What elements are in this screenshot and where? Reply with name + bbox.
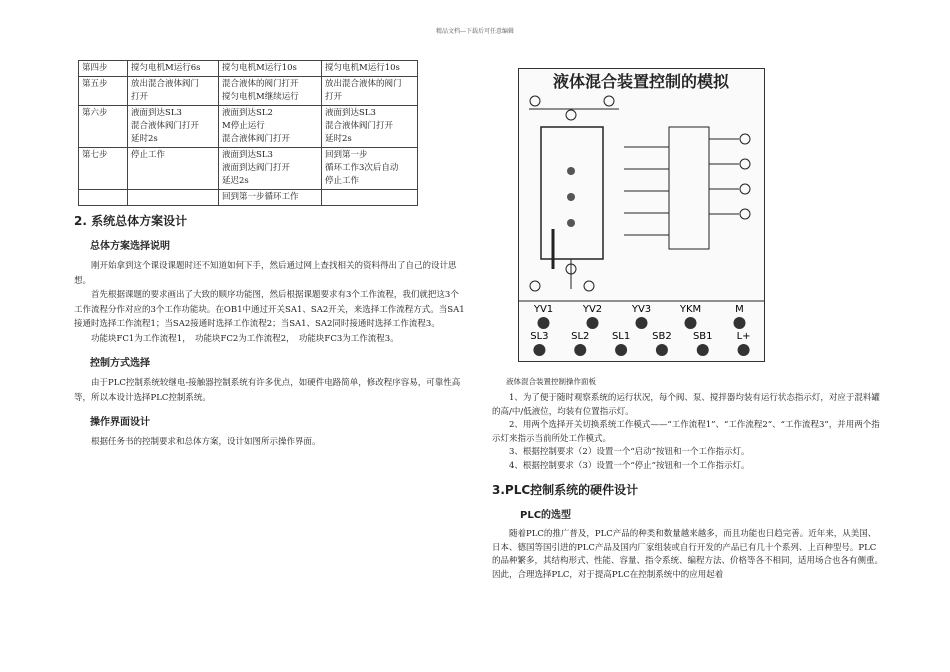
table-cell	[128, 106, 219, 148]
panel-button[interactable]	[574, 344, 586, 356]
panel-button-label: SL3	[530, 331, 549, 342]
cell-line: 液面到达SL3	[222, 150, 273, 160]
subsection-plc-selection: PLC的选型	[520, 510, 572, 521]
paragraph-3: 功能块FC1为工作流程1， 功能块FC2为工作流程2， 功能块FC3为工作流程3。	[91, 333, 399, 344]
panel-drawing	[519, 69, 764, 361]
right-paragraph-5: 随着PLC的推广普及，PLC产品的种类和数量越来越多，而且功能也日趋完善。近年来，从美国、日本、德国等国引进的PLC产品及国内厂家组装或自行开发的产品已有几十个系列、上百种型号。PLC的品种繁多，其结构形式、性能、容量、指令系统、编程方法、价格等各不相同，适用场合也各有侧重。因此，合理选择PLC，对于提高PLC在控制系统中的应用起着	[492, 529, 884, 580]
table-cell	[79, 148, 128, 190]
subsection-overall-plan: 总体方案选择说明	[90, 241, 170, 252]
yv3-lamp-icon	[584, 281, 594, 291]
table-row	[79, 77, 418, 106]
panel-button-label: YV2	[582, 304, 603, 315]
table-cell	[79, 77, 128, 106]
cell-line	[325, 191, 414, 204]
panel-button[interactable]	[587, 317, 599, 329]
cell-line: 回到第一步循环工作	[222, 192, 299, 202]
panel-button-label: M	[735, 304, 744, 315]
cell-line: 液面到达SL3	[325, 108, 376, 118]
output-lamp-icon	[740, 209, 750, 219]
cell-line: 混合液体阀门打开	[222, 134, 291, 144]
cell-line: 放出混合液体阀门	[131, 79, 200, 89]
output-lamp-icon	[740, 134, 750, 144]
panel-button-label: YV3	[631, 304, 652, 315]
subsection-control-mode: 控制方式选择	[90, 358, 150, 369]
table-cell	[219, 77, 322, 106]
cell-line: 停止工作	[325, 176, 360, 186]
panel-button[interactable]	[734, 317, 746, 329]
table-row	[79, 106, 418, 148]
table-cell	[322, 190, 418, 206]
cell-line: 第五步	[82, 79, 108, 89]
figure-caption: 液体混合装置控制操作面板	[506, 377, 596, 386]
table-row	[79, 148, 418, 190]
cell-line: 液面到达SL2	[222, 108, 273, 118]
panel-button-label: L+	[736, 331, 751, 342]
cell-line: 放出混合液体的阀门	[325, 79, 402, 89]
paragraph-5: 根据任务书的控制要求和总体方案，设计如图所示操作界面。	[91, 437, 321, 447]
cell-line: 第七步	[82, 150, 108, 160]
tank	[541, 127, 603, 259]
cell-line: 搅匀电机M运行10s	[325, 63, 400, 73]
table-cell	[79, 106, 128, 148]
yv1-lamp-icon	[604, 96, 614, 106]
subsection-ui-design: 操作界面设计	[90, 417, 150, 428]
cell-line: 搅匀电机M运行6s	[131, 63, 201, 73]
panel-button[interactable]	[738, 344, 750, 356]
level-sensor-sl1-icon	[567, 219, 575, 227]
steps-table	[78, 60, 418, 206]
cell-line: 回到第一步	[325, 150, 368, 160]
valve-icon	[566, 110, 576, 120]
panel-button-label: SL2	[571, 331, 590, 342]
page-header: 精品文档---下载后可任意编辑	[435, 28, 515, 35]
right-paragraph-2: 2、用两个选择开关切换系统工作模式——“工作流程1”、“工作流程2”、“工作流程3”，并用两个指示灯来指示当前所处工作模式。	[492, 420, 880, 444]
panel-button-label: SB1	[692, 331, 713, 342]
right-paragraph-4: 4、根据控制要求（3）设置一个“停止”按钮和一个工作指示灯。	[509, 460, 750, 471]
paragraph-2: 首先根据课题的要求画出了大致的顺序功能图，然后根据课题要求有3个工作流程，我们就把这3个工作流程分作对应的3个工作功能块。在OB1中通过开关SA1、SA2开关，来选择工作流程方式。当SA1接通时选择工作流程1；当SA2接通时选择工作流程2；当SA1、SA2同时接通时选择工作流程3。	[74, 290, 465, 329]
cell-line: M停止运行	[222, 121, 265, 131]
right-paragraph-3: 3、根据控制要求（2）设置一个“启动”按钮和一个工作指示灯。	[509, 447, 750, 457]
panel-button[interactable]	[533, 344, 545, 356]
table-cell	[322, 77, 418, 106]
right-column	[492, 392, 884, 582]
panel-button[interactable]	[656, 344, 668, 356]
cell-line: 混合液体阀门打开	[131, 121, 200, 131]
paragraph-4: 由于PLC控制系统较继电-接触器控制系统有许多优点，如硬件电路简单，修改程序容易，可靠性高等，所以本设计选择PLC控制系统。	[74, 378, 461, 403]
cell-line: 循环工作3次后自动	[325, 163, 399, 173]
yv2-lamp-icon	[530, 96, 540, 106]
cell-line: 打开	[325, 92, 343, 102]
table-cell	[219, 106, 322, 148]
table-cell	[219, 61, 322, 77]
cell-line: 混合液体的阀门打开	[222, 79, 299, 89]
control-panel-figure	[518, 68, 765, 362]
panel-button-label: YV1	[533, 304, 554, 315]
cell-line: 搅匀电机M继续运行	[222, 92, 299, 102]
panel-button[interactable]	[685, 317, 697, 329]
left-column	[74, 60, 466, 450]
panel-button[interactable]	[697, 344, 709, 356]
level-sensor-sl2-icon	[567, 193, 575, 201]
panel-button-label: YKM	[679, 304, 702, 315]
cell-line: 液面到达阀门打开	[222, 163, 291, 173]
cell-line: 打开	[131, 92, 149, 102]
cell-line	[131, 191, 215, 204]
cell-line: 第四步	[82, 63, 108, 73]
table-cell	[322, 148, 418, 190]
right-paragraph-1: 1、为了便于随时观察系统的运行状况，每个阀、泵、搅拌器均装有运行状态指示灯，对应于混料罐的高/中/低液位，均装有位置指示灯。	[492, 393, 880, 417]
cell-line: 延时2s	[325, 134, 352, 144]
level-sensor-sl3-icon	[567, 167, 575, 175]
output-lamp-icon	[740, 159, 750, 169]
cell-line: 延时2s	[131, 134, 158, 144]
table-cell	[322, 61, 418, 77]
section-2-title: 2. 系统总体方案设计	[74, 214, 188, 228]
plc-block	[669, 127, 709, 249]
cell-line: 搅匀电机M运行10s	[222, 63, 297, 73]
table-cell	[128, 77, 219, 106]
button-row-1	[533, 304, 746, 329]
panel-title: 液体混合装置控制的模拟	[552, 72, 730, 91]
panel-button-label: SL1	[611, 331, 631, 342]
table-cell	[128, 61, 219, 77]
table-cell	[79, 61, 128, 77]
table-cell	[128, 190, 219, 206]
button-row-2	[530, 331, 750, 356]
table-row	[79, 61, 418, 77]
panel-button[interactable]	[636, 317, 648, 329]
cell-line	[82, 191, 124, 204]
panel-button-label: SB2	[652, 331, 672, 342]
table-cell	[219, 148, 322, 190]
table-cell	[219, 190, 322, 206]
ykm-lamp-icon	[530, 281, 540, 291]
table-row	[79, 190, 418, 206]
panel-button[interactable]	[615, 344, 627, 356]
cell-line: 第六步	[82, 108, 108, 118]
paragraph-1: 刚开始拿到这个课设课题时还不知道如何下手，然后通过网上查找相关的资料得出了自己的设计思想。	[74, 261, 457, 286]
section-3-title: 3.PLC控制系统的硬件设计	[492, 483, 639, 497]
output-lamp-icon	[740, 184, 750, 194]
cell-line: 延迟2s	[222, 176, 249, 186]
table-cell	[322, 106, 418, 148]
table-cell	[128, 148, 219, 190]
table-cell	[79, 190, 128, 206]
cell-line: 液面到达SL3	[131, 108, 182, 118]
panel-button[interactable]	[538, 317, 550, 329]
cell-line: 停止工作	[131, 150, 166, 160]
cell-line: 混合液体阀门打开	[325, 121, 394, 131]
